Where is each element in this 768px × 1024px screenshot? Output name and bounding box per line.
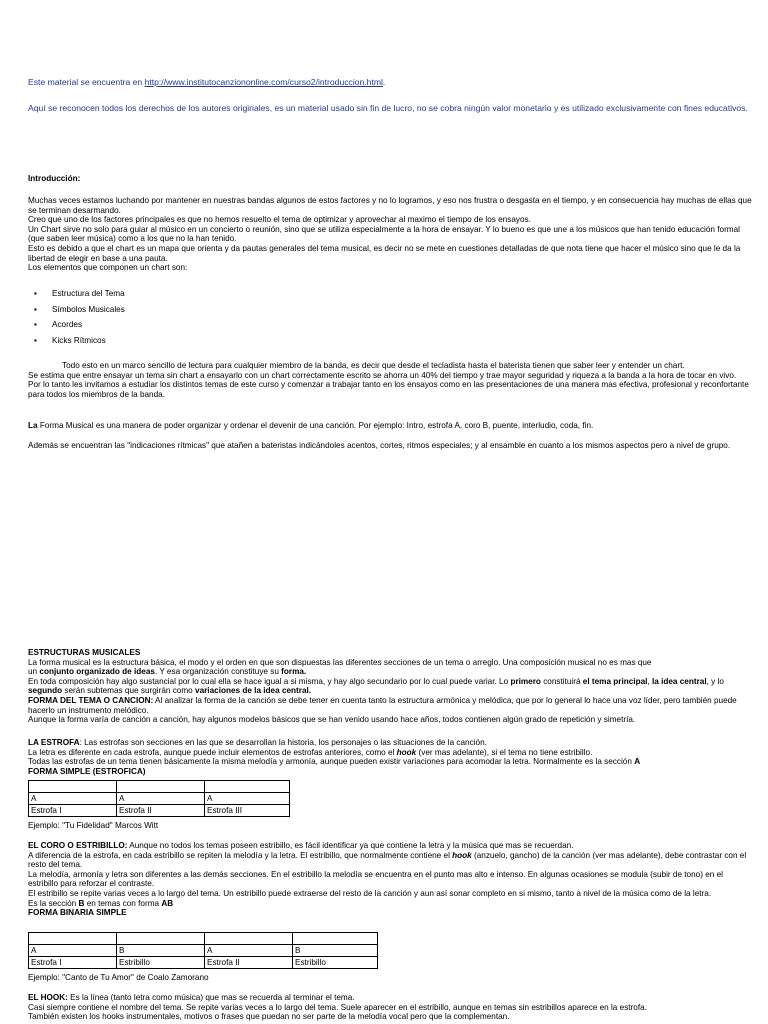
- estrofa-line: LA ESTROFA: Las estrofas son secciones en las que se desarrollan la historia, los personajes o las situaciones de la canción.: [28, 738, 487, 747]
- form-title: FORMA BINARIA SIMPLE: [28, 908, 127, 918]
- table-row: [29, 945, 378, 957]
- coro-line: El estribillo se repite varias veces a lo largo del tema. Un estribillo puede extraerse del resto de la canción y aun así sonar completo en si mismo, tanto a nivel de la música como de la letra.: [28, 888, 712, 898]
- intro-heading: Introducción:: [28, 174, 81, 183]
- table-cell: Estribillo: [293, 957, 378, 969]
- table-cell: A: [205, 945, 293, 957]
- table-row: [29, 805, 290, 817]
- table-cell: Estribillo: [117, 957, 205, 969]
- table-cell: B: [293, 945, 378, 957]
- list-item: [28, 320, 125, 336]
- estrofa-line: Todas las estrofas de un tema tienen básicamente la misma melodía y armonía, aunque pueden existir variaciones para acomodar la letra. Normalmente es la sección A: [28, 757, 641, 767]
- form-title: FORMA SIMPLE (ESTROFICA): [28, 766, 146, 776]
- intro-body: [28, 196, 752, 273]
- estructuras-line: Aunque la forma varía de canción a canción, hay algunos modelos básicos que se han venido usando hace años, todos contienen algún grado de repetición y simetría.: [28, 715, 636, 725]
- table-cell: A: [29, 793, 117, 805]
- list-item-label: Estructura del Tema: [52, 289, 125, 298]
- estructuras-line: FORMA DEL TEMA O CANCION: Al analizar la forma de la canción se debe tener en cuenta tanto la estructura armónica y melódica, que por lo general lo hace una voz líder, pero también puede hacerlo un instrumento melódico.: [28, 695, 737, 715]
- intro-paragraph: Los elementos que componen un chart son:: [28, 263, 188, 273]
- intro-paragraph: Muchas veces estamos luchando por mantener en nuestras bandas algunos de estos factores y no lo logramos, y eso nos frustra o desgasta en el tiempo, y en consecuencia hay muchas de ellas que se terminan desarmando.: [28, 196, 752, 215]
- intro-body-2: [28, 361, 752, 399]
- source-suffix: .: [382, 77, 386, 87]
- table-cell: Estrofa I: [29, 957, 117, 969]
- chart-elements-list: [28, 289, 125, 351]
- table-row: [29, 793, 290, 805]
- forma-simple-table: [28, 780, 290, 817]
- list-item: [28, 336, 125, 352]
- estructuras-line: un conjunto organizado de ideas. Y esa organización constituye su forma.: [28, 667, 307, 677]
- rights-notice: Aquí se reconocen todos los derechos de los autores originales, es un material usado sin fin de lucro, no se cobra ningún valor monetario y es utilizado exclusivamente con fines educativos.: [28, 103, 748, 113]
- table-cell: Estrofa II: [117, 805, 205, 817]
- table-cell: A: [29, 945, 117, 957]
- example-line: Ejemplo: "Canto de Tu Amor" de Coalo Zamorano: [28, 973, 209, 982]
- list-item: [28, 305, 125, 321]
- estructuras-section: [28, 648, 752, 725]
- coro-line: La melodía, armonía y letra son diferentes a las demás secciones. En el estribillo la melodía se encuentra en el punto mas alto e intenso. En algunas ocasiones se modula (subir de tono) en el estribillo para reforzar el contraste.: [28, 869, 723, 889]
- source-link[interactable]: http://www.institutocanziononline.com/curso2/introduccion.html: [144, 77, 383, 87]
- coro-line: A diferencia de la estrofa, en cada estribillo se repiten la melodía y la letra. El estribillo, que normalmente contiene el hook (anzuelo, gancho) de la canción (ver mas adelante), debe contrastar con el resto del tema.: [28, 850, 747, 870]
- source-prefix: Este material se encuentra en: [28, 77, 145, 87]
- table-cell: Estrofa II: [205, 957, 293, 969]
- bullet-icon: ▪: [34, 335, 37, 345]
- table-cell: Estrofa I: [29, 805, 117, 817]
- coro-line: EL CORO O ESTRIBILLO: Aunque no todos los temas poseen estribillo, es fácil identificar ya que contiene la letra y la música que mas se recuerdan.: [28, 841, 574, 850]
- intro-paragraph: Todo esto en un marco sencillo de lectura para cualquier miembro de la banda, es decir que desde el tecladista hasta el baterista tienen que saber leer y entender un chart.: [62, 361, 685, 370]
- table-cell: B: [117, 945, 205, 957]
- table-row: [29, 781, 290, 793]
- bullet-icon: ▪: [34, 289, 37, 298]
- bullet-icon: ▪: [34, 304, 37, 314]
- forma-la: La: [28, 421, 40, 430]
- table-row: [29, 933, 378, 945]
- estructuras-heading: ESTRUCTURAS MUSICALES: [28, 648, 141, 657]
- forma-f: F: [39, 421, 45, 430]
- hook-line: EL HOOK: Es la línea (tanto letra como música) que mas se recuerda al terminar el tema.: [28, 993, 355, 1002]
- forma-rest: orma Musical es una manera de poder organizar y ordenar el devenir de una canción. Por ejemplo: Intro, estrofa A, coro B, puente, interludio, coda, fin.: [44, 421, 594, 430]
- source-line: [28, 75, 752, 90]
- bullet-icon: ▪: [34, 320, 37, 330]
- hook-line: Casi siempre contiene el nombre del tema. Se repite varias veces a lo largo del tema. Suele aparecer en el estribillo, aunque en temas sin estribillos aparece en la estrofa.: [28, 1002, 647, 1012]
- intro-paragraph: Por lo tanto les invitamos a estudiar los distintos temas de este curso y comenzar a trabajar tanto en los ensayos como en las presentaciones de una manera mas efectiva, profesional y reconfortante para todos los miembros de la banda.: [28, 380, 749, 399]
- intro-paragraph: Se estima que entre ensayar un tema sin chart a ensayarlo con un chart correctamente escrito se ahorra un 40% del tiempo y trae mayor seguridad y riqueza a la banda a la hora de tocar en vivo.: [28, 370, 737, 380]
- rhythm-paragraph: Además se encuentran las "indicaciones rítmicas" que atañen a bateristas indicándoles acentos, cortes, ritmos especiales; y al ensamble en cuanto a los mismos aspectos pero a nivel de grupo.: [28, 441, 731, 450]
- hook-line: También existen los hooks instrumentales, motivos o frases que puedan no ser parte de la melodía vocal pero que la complementan.: [28, 1012, 510, 1022]
- intro-paragraph: Creo que uno de los factores principales es que no hemos resuelto el tema de optimizar y aprovechar al maximo el tiempo de los ensayos.: [28, 215, 531, 225]
- list-item-label: Kicks Rítmicos: [52, 335, 106, 345]
- estructuras-line: La forma musical es la estructura básica, el modo y el orden en que son dispuestas las diferentes secciones de un tema o arreglo. Una composición musical no es mas que: [28, 657, 652, 667]
- estructuras-line: En toda composición hay algo sustancial por lo cual ella se hace igual a si misma, y hay algo secundario por lo cual puede variar. Lo primero constituirá el tema principal, la idea central, y lo segundo serán subtemas que surgirán como variaciones de la idea central.: [28, 676, 724, 696]
- list-item-label: Símbolos Musicales: [52, 304, 125, 314]
- intro-paragraph: Esto es debido a que el chart es un mapa que orienta y da pautas generales del tema musical, es decir no se mete en cuestiones detalladas de que nota tiene que hacer el músico sino que le da la libertad de elegir en base a una pauta.: [28, 243, 741, 263]
- table-cell: A: [205, 793, 290, 805]
- list-item-label: Acordes: [52, 320, 83, 330]
- example-line: Ejemplo: "Tu Fidelidad" Marcos Witt: [28, 821, 159, 830]
- estrofa-line: La letra es diferente en cada estrofa, aunque puede incluir elementos de estrofas anteriores, como el hook (ver mas adelante), si el tema no tiene estribillo.: [28, 747, 593, 757]
- forma-binaria-table: [28, 932, 378, 969]
- coro-section: [28, 841, 752, 918]
- estrofa-section: [28, 738, 752, 776]
- hook-section: [28, 993, 752, 1022]
- table-cell: Estrofa III: [205, 805, 290, 817]
- intro-paragraph: Un Chart sirve no solo para guiar al músico en un concierto o reunión, sino que se utiliza especialmente a la hora de ensayar. Y lo bueno es que une a los músicos que han tenido educación formal (que saben leer música) como a los que no la han tenido.: [28, 224, 740, 244]
- forma-paragraph: [28, 421, 752, 431]
- table-cell: A: [117, 793, 205, 805]
- list-item: [28, 289, 125, 305]
- table-row: [29, 957, 378, 969]
- coro-line: Es la sección B en temas con forma AB: [28, 898, 174, 908]
